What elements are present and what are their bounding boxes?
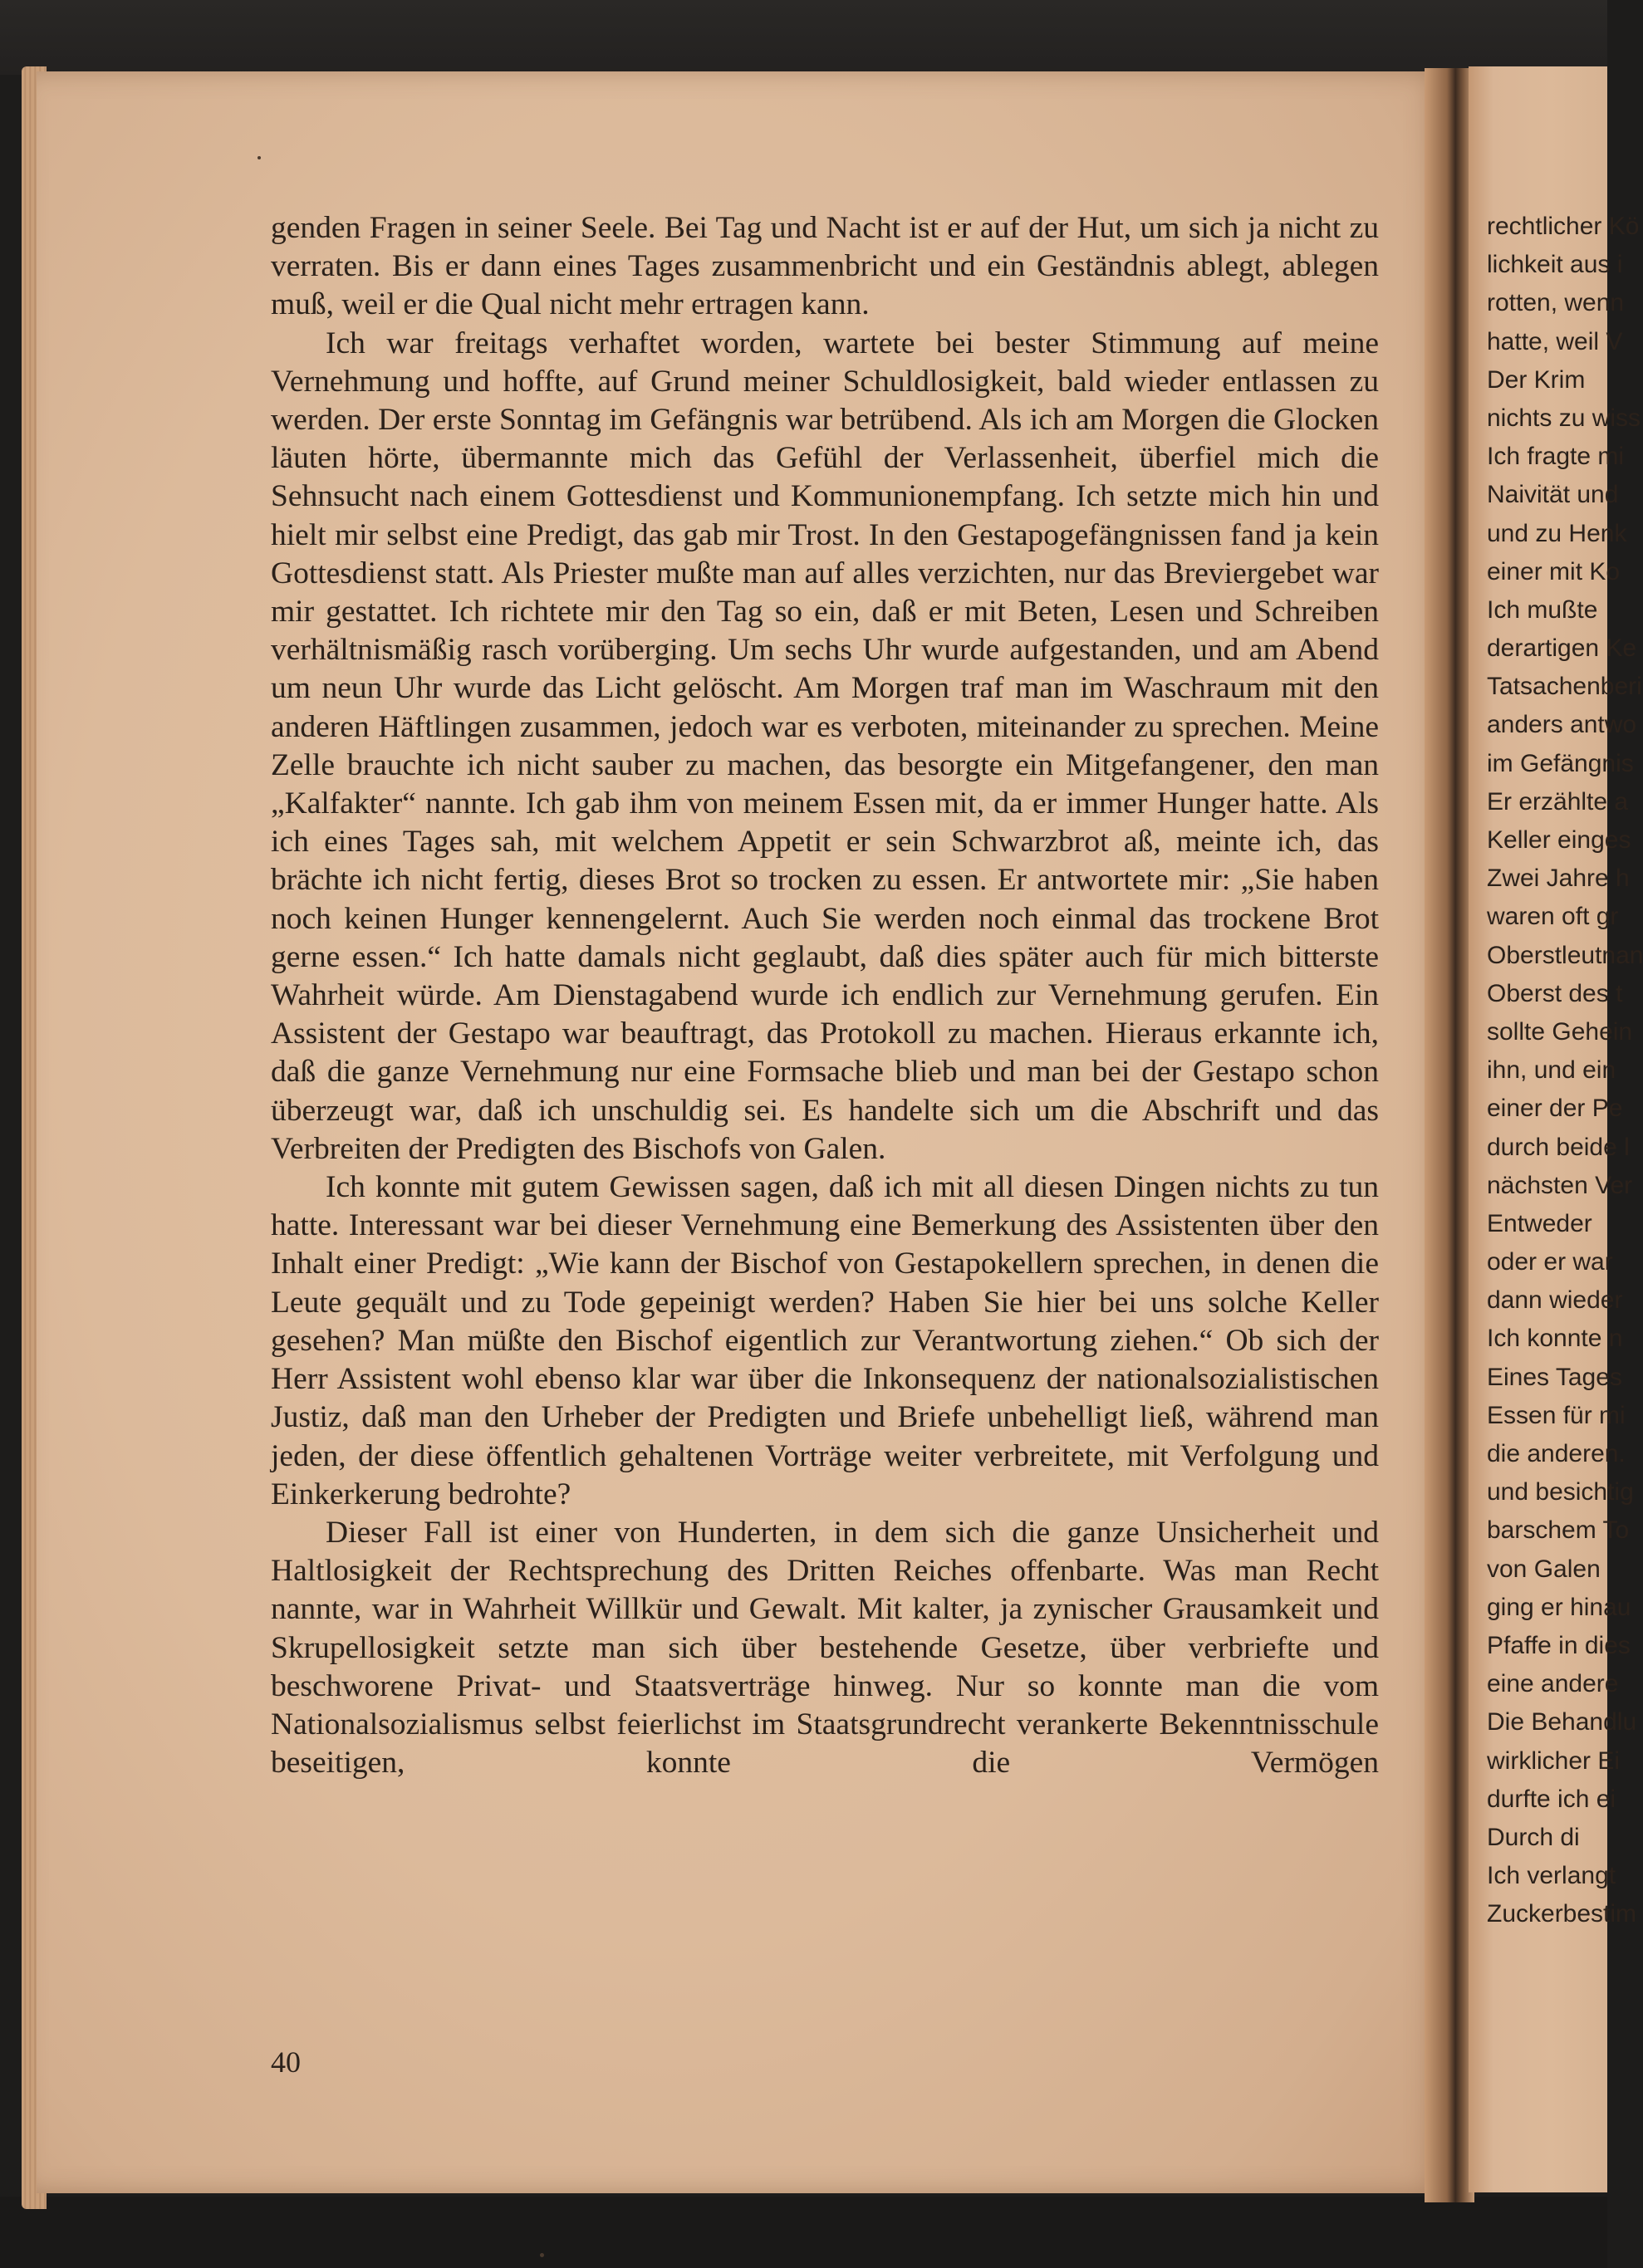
- facing-page-line: wirklicher Ei: [1487, 1746, 1621, 1775]
- facing-page-line: anders antwo: [1487, 711, 1637, 739]
- facing-page-line: Oberstleutnan: [1487, 941, 1643, 969]
- facing-page-line: Der Krim: [1487, 365, 1586, 394]
- facing-page-line: lichkeit aus i: [1487, 251, 1623, 279]
- facing-page-line: ihn, und ein: [1487, 1056, 1616, 1085]
- facing-page-line: eine andere: [1487, 1670, 1619, 1698]
- paragraph-4: Dieser Fall ist einer von Hunderten, in dem sich die ganze Unsicherheit und Haltlosigkeit der Rechtsprechung des Dritten Reiches offenbarte. Was man Recht nannte, war in Wahrheit Willkür und Gewalt. Mit kalter, ja zynischer Grausamkeit und Skrupellosigkeit setzte man sich über bestehende Gesetze, über verbriefte und beschworene Privat- und Staatsverträge hinweg. Nur so konnte man die vom Nationalsozialismus selbst feierlichst im Staatsgrundrecht verankerte Bekenntnisschule beseitigen, konnte die Vermögen: [271, 1515, 1379, 1781]
- paper-speck: [257, 156, 261, 159]
- facing-page-line: rotten, wenn: [1487, 289, 1625, 317]
- facing-page-line: durfte ich ei: [1487, 1785, 1616, 1813]
- facing-page-line: Durch di: [1487, 1823, 1580, 1851]
- scan-background-bottom: [0, 2197, 1607, 2268]
- facing-page-line: sollte Gehein: [1487, 1017, 1633, 1046]
- facing-page-line: die anderen.: [1487, 1440, 1626, 1467]
- facing-page-line: Entweder: [1487, 1209, 1592, 1237]
- facing-page-line: nichts zu wiss: [1487, 404, 1641, 432]
- facing-page-line: derartigen Ke: [1487, 634, 1637, 663]
- facing-page-line: Essen für mi: [1487, 1401, 1626, 1429]
- paragraph-3: Ich konnte mit gutem Gewissen sagen, daß ich mit all diesen Dingen nichts zu tun hatte. Interessant war bei dieser Vernehmung eine Bemerkung des Assistenten über den Inhalt einer Predigt: „Wie kann der Bischof von Gestapokellern sprechen, in denen die Leute gequält und zu Tode gepeinigt werden? Haben Sie hier bei uns solche Keller gesehen? Man müßte den Bischof eigentlich zur Verantwortung ziehen.“ Ob sich der Herr Assistent wohl ebenso klar war über die Inkonsequenz der nationalsozialistischen Justiz, daß man den Urheber der Predigten und Briefe unbehelligt ließ, während man jeden, der diese öffentlich gehaltenen Vorträge weiter verbreitete, mit Verfolgung und Einkerkerung bedrohte?: [271, 1170, 1379, 1511]
- facing-page-line: Zwei Jahre h: [1487, 865, 1630, 893]
- facing-page-line: durch beide l: [1487, 1133, 1630, 1161]
- facing-page-line: Oberst des t: [1487, 979, 1623, 1007]
- facing-page-line: Naivität und: [1487, 481, 1619, 509]
- facing-page-line: Pfaffe in dies: [1487, 1631, 1631, 1659]
- paper-speck: [540, 2253, 544, 2257]
- facing-page-line: Er erzählte a: [1487, 787, 1629, 816]
- facing-page-line: Zuckerbestim: [1487, 1900, 1637, 1928]
- paragraph-1: genden Fragen in seiner Seele. Bei Tag und Nacht ist er auf der Hut, um sich ja nicht zu verraten. Bis er dann eines Tages zusammenbricht und ein Geständnis ablegt, ablegen muß, weil er die Qual nicht mehr ertragen kann.: [271, 211, 1379, 322]
- facing-page-line: waren oft gr: [1487, 903, 1619, 931]
- facing-page-line: barschem To: [1487, 1516, 1630, 1545]
- facing-page-line: rechtlicher Kö: [1487, 213, 1640, 240]
- facing-page-line: ging er hinau: [1487, 1593, 1631, 1621]
- page-body-text: [271, 209, 1379, 1782]
- facing-page-line: einer der Pe: [1487, 1095, 1623, 1123]
- facing-page-line: und besichtig: [1487, 1478, 1634, 1506]
- facing-page-text: [1487, 208, 1643, 1933]
- facing-page-line: oder er war: [1487, 1248, 1613, 1276]
- facing-page-line: Ich verlangt: [1487, 1862, 1616, 1890]
- facing-page-line: dann wieder: [1487, 1286, 1623, 1315]
- book-gutter: [1425, 68, 1474, 2202]
- facing-page-line: Ich fragte mi: [1487, 443, 1625, 471]
- facing-page-line: und zu Henk: [1487, 519, 1627, 547]
- facing-page-line: einer mit Ko: [1487, 557, 1621, 585]
- facing-page-line: nächsten Ver: [1487, 1171, 1633, 1199]
- paragraph-2: Ich war freitags verhaftet worden, wartete bei bester Stimmung auf meine Vernehmung und hoffte, auf Grund meiner Schuldlosigkeit, bald wieder entlassen zu werden. Der erste Sonntag im Gefängnis war betrübend. Als ich am Morgen die Glocken läuten hörte, übermannte mich das Gefühl der Verlassenheit, überfiel mich die Sehnsucht nach einem Gottesdienst und Kommunionempfang. Ich setzte mich hin und hielt mir selbst eine Predigt, das gab mir Trost. In den Gestapogefängnissen fand ja kein Gottesdienst statt. Als Priester mußte man auf alles verzichten, nur das Breviergebet war mir gestattet. Ich richtete mir den Tag so ein, daß er mit Beten, Lesen und Schreiben verhältnismäßig rasch vorüberging. Um sechs Uhr wurde aufgestanden, und am Abend um neun Uhr wurde das Licht gelöscht. Am Morgen traf man im Waschraum mit den anderen Häftlingen zusammen, jedoch war es verboten, miteinander zu sprechen. Meine Zelle brauchte ich nicht sauber zu machen, das besorgte ein Mitgefangener, den man „Kalfakter“ nannte. Ich gab ihm von meinem Essen mit, da er immer Hunger hatte. Als ich eines Tages sah, mit welchem Appetit er sein Schwarzbrot aß, meinte ich, das brächte ich nicht fertig, dieses Brot so trocken zu essen. Er antwortete mir: „Sie haben noch keinen Hunger kennengelernt. Auch Sie werden noch einmal das trockene Brot gerne essen.“ Ich hatte damals nicht geglaubt, daß dies später auch für mich bitterste Wahrheit würde. Am Dienstagabend wurde ich endlich zur Vernehmung gerufen. Ein Assistent der Gestapo war beauftragt, das Protokoll zu machen. Hieraus erkannte ich, daß die ganze Vernehmung nur eine Formsache blieb und man bei der Gestapo schon überzeugt war, daß ich unschuldig sei. Es handelte sich um die Abschrift und das Verbreiten der Predigten des Bischofs von Galen.: [271, 326, 1379, 1166]
- facing-page-line: Tatsachenberi: [1487, 673, 1642, 701]
- facing-page-line: Eines Tages: [1487, 1363, 1622, 1391]
- facing-page-line: Ich konnte n: [1487, 1325, 1623, 1353]
- facing-page-line: Die Behandlu: [1487, 1708, 1637, 1737]
- scan-background-top: [0, 0, 1607, 75]
- facing-page-line: hatte, weil V: [1487, 327, 1623, 355]
- facing-page-line: von Galen: [1487, 1555, 1601, 1583]
- facing-page-line: Ich mußte: [1487, 595, 1598, 624]
- page-number: 40: [271, 2045, 301, 2079]
- facing-page-line: im Gefängnis: [1487, 749, 1634, 777]
- facing-page-line: Keller einges: [1487, 826, 1631, 854]
